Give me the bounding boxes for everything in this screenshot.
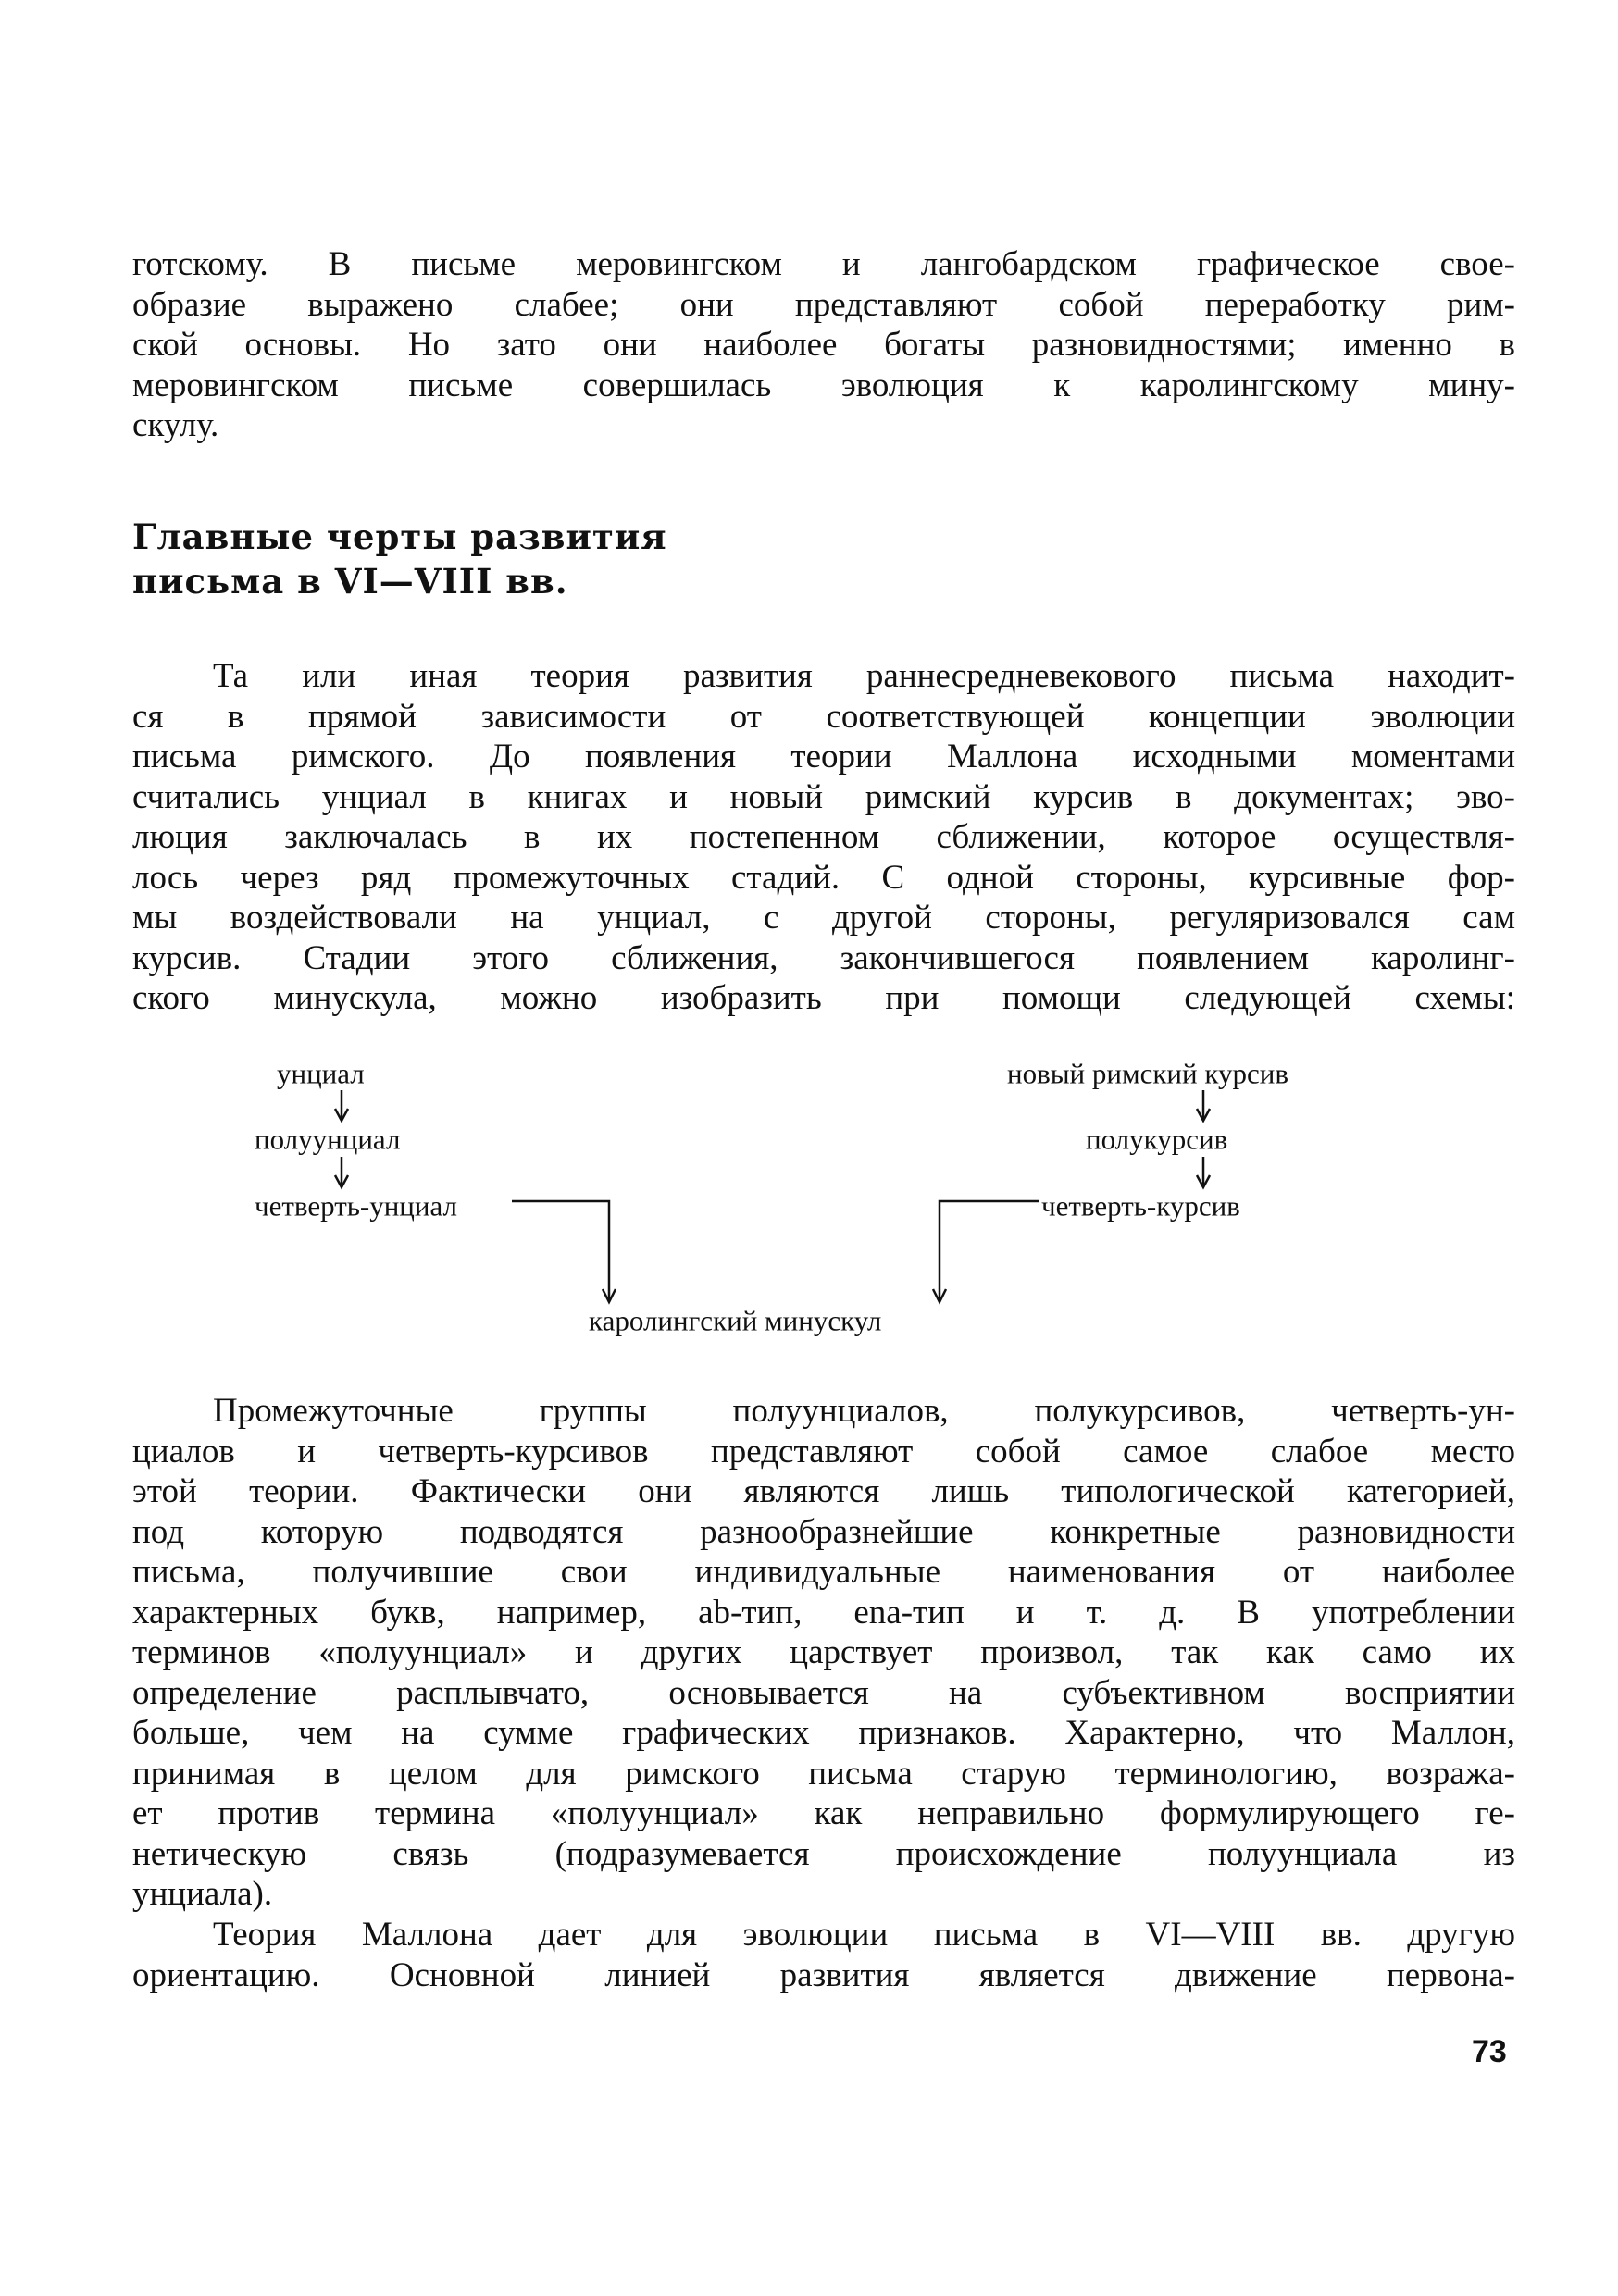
- diagram-node-half-uncial: полуунциал: [255, 1123, 401, 1156]
- connector-right: [933, 1201, 1039, 1302]
- text-line: Промежуточные группы полуунциалов, полукурсивов, четверть-ун-: [213, 1392, 1515, 1430]
- arrow-right-2: [1197, 1157, 1210, 1187]
- text-line: больше, чем на сумме графических признаков. Характерно, что Маллон,: [132, 1714, 1515, 1752]
- text-line: под которую подводятся разнообразнейшие конкретные разновидности: [132, 1512, 1515, 1551]
- text-line: характерных букв, например, ab-тип, ena-тип и т. д. В употреблении: [132, 1593, 1515, 1632]
- diagram-node-new-roman-cursive: новый римский курсив: [1007, 1057, 1288, 1090]
- text-line: готскому. В письме меровингском и лангобардском графическое свое-: [132, 245, 1515, 283]
- text-line: письма римского. До появления теории Маллона исходными моментами: [132, 738, 1515, 776]
- text-line: циалов и четверть-курсивов представляют собой самое слабое место: [132, 1432, 1515, 1471]
- text-line: люция заключалась в их постепенном сближении, которое осуществля-: [132, 818, 1515, 856]
- text-line: мы воздействовали на унциал, с другой стороны, регуляризовался сам: [132, 899, 1515, 937]
- text-line: Та или иная теория развития раннесредневекового письма находит-: [213, 657, 1515, 695]
- text-line: Теория Маллона дает для эволюции письма в VI—VIII вв. другую: [213, 1916, 1515, 1954]
- paragraph-4: [132, 1915, 1515, 1995]
- text-line: ориентацию. Основной линией развития является движение первона-: [132, 1955, 1515, 1994]
- text-line: нетическую связь (подразумевается происхождение полуунциала из: [132, 1834, 1515, 1873]
- text-line: терминов «полуунциал» и других царствует произвол, так как само их: [132, 1633, 1515, 1671]
- text-line: ской основы. Но зато они наиболее богаты разновидностями; именно в: [132, 326, 1515, 364]
- text-line: письма, получившие свои индивидуальные наименования от наиболее: [132, 1553, 1515, 1591]
- paragraph-3: [132, 1391, 1515, 1915]
- arrow-left-2: [335, 1157, 348, 1187]
- text-line: принимая в целом для римского письма старую терминологию, возража-: [132, 1754, 1515, 1793]
- arrow-left-1: [335, 1090, 348, 1121]
- diagram-node-quarter-cursive: четверть-курсив: [1041, 1189, 1240, 1222]
- text-line: скулу.: [132, 406, 219, 444]
- text-line: ского минускула, можно изобразить при помощи следующей схемы:: [132, 979, 1515, 1017]
- heading-line: письма в VI—VIII вв.: [132, 561, 568, 602]
- connector-left: [512, 1201, 616, 1302]
- page-number: 73: [1472, 2034, 1507, 2069]
- diagram-node-half-cursive: полукурсив: [1086, 1123, 1228, 1156]
- text-line: ся в прямой зависимости от соответствующей концепции эволюции: [132, 697, 1515, 736]
- text-line: образие выражено слабее; они представляют собой переработку рим-: [132, 285, 1515, 324]
- arrow-right-1: [1197, 1090, 1210, 1121]
- diagram-node-uncial: унциал: [277, 1057, 365, 1090]
- text-line: лось через ряд промежуточных стадий. С одной стороны, курсивные фор-: [132, 858, 1515, 897]
- text-line: унциала).: [132, 1875, 273, 1913]
- text-line: ет против термина «полуунциал» как неправильно формулирующего ге-: [132, 1794, 1515, 1832]
- text-line: считались унциал в книгах и новый римский курсив в документах; эво-: [132, 777, 1515, 816]
- text-line: меровингском письме совершилась эволюция к каролингскому мину-: [132, 366, 1515, 404]
- diagram-node-quarter-uncial: четверть-унциал: [255, 1189, 457, 1222]
- heading-line: Главные черты развития: [132, 516, 667, 557]
- diagram-node-carolingian-minuscule: каролингский минускул: [589, 1304, 882, 1337]
- text-line: курсив. Стадии этого сближения, закончившегося появлением каролинг-: [132, 938, 1515, 977]
- text-line: этой теории. Фактически они являются лишь типологической категорией,: [132, 1472, 1515, 1510]
- text-line: определение расплывчато, основывается на субъективном восприятии: [132, 1673, 1515, 1712]
